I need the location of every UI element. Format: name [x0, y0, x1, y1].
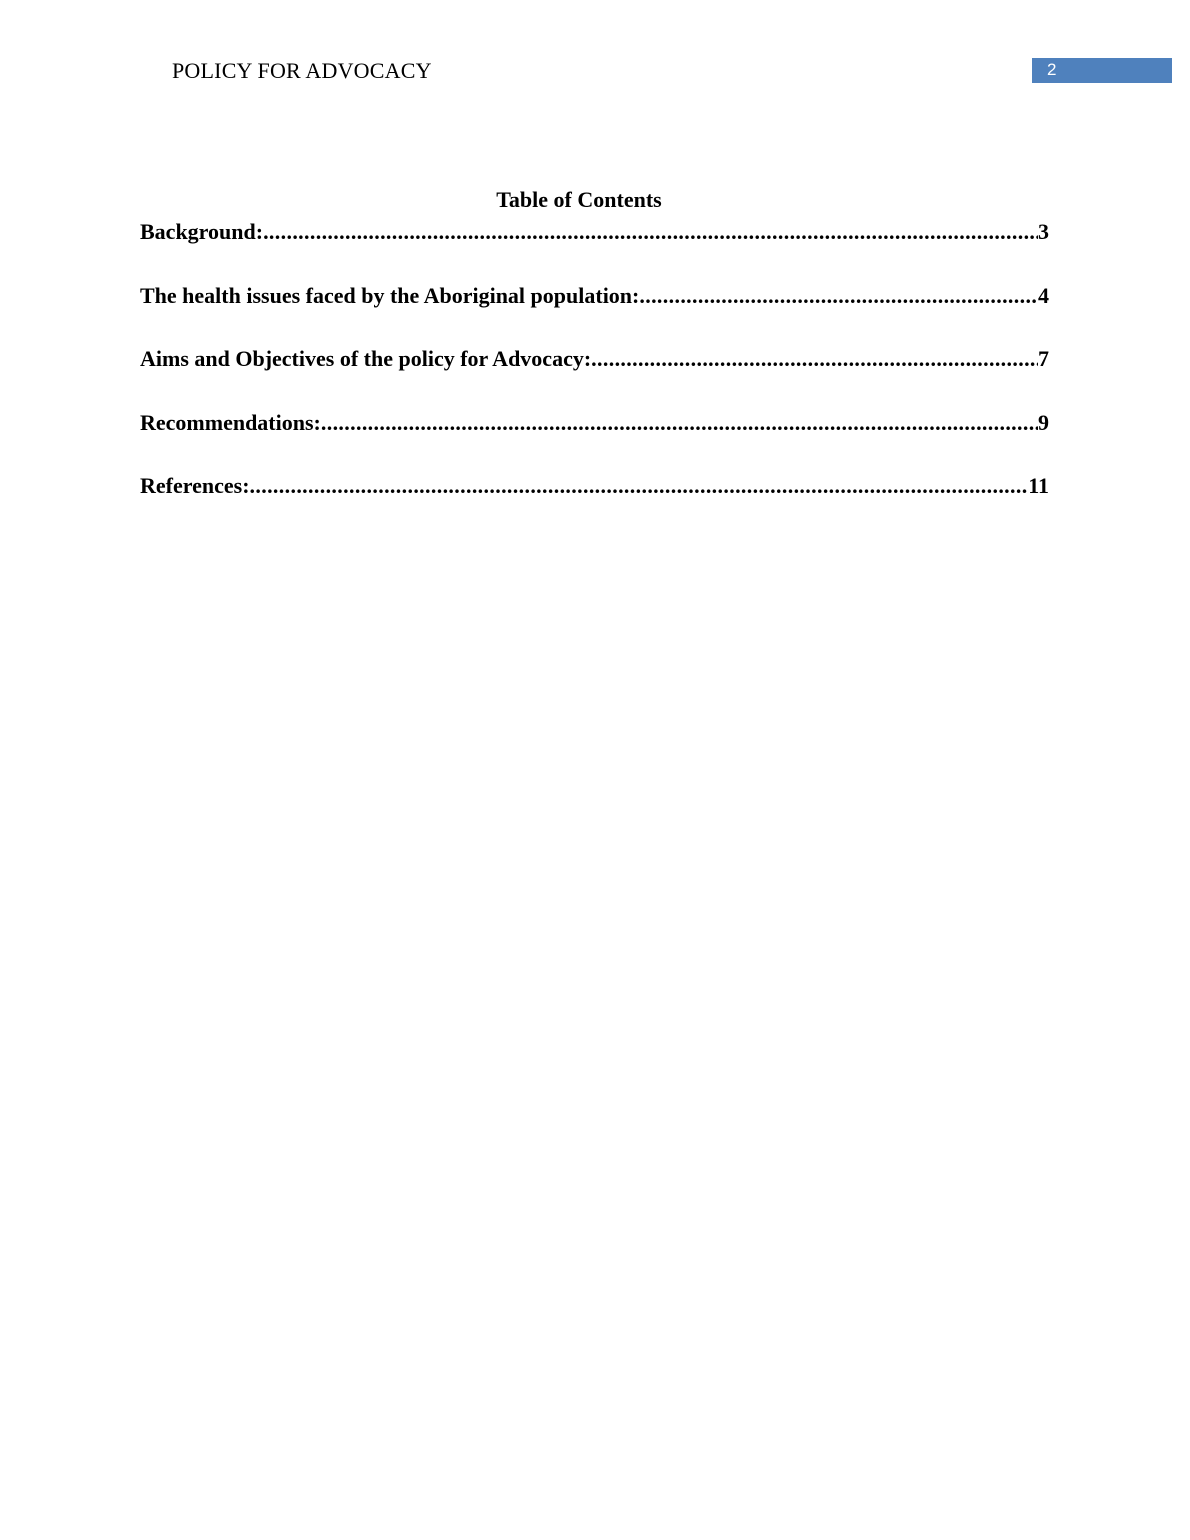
toc-entry-label: The health issues faced by the Aboriginal population: [140, 282, 640, 308]
toc-entry-page: 7 [1038, 346, 1049, 371]
toc-entry-page: 4 [1038, 282, 1049, 308]
page-number: 2 [1047, 60, 1057, 79]
toc-entry-page: 11 [1028, 473, 1049, 498]
toc-entry-background[interactable] [140, 218, 1049, 246]
toc-entry-page: 9 [1038, 409, 1049, 435]
toc-dot-leader [321, 409, 1038, 437]
toc-heading: Table of Contents [496, 187, 662, 212]
toc-dot-leader [591, 345, 1038, 373]
toc-entry-recommendations[interactable] [140, 409, 1049, 437]
toc-entry-health-issues[interactable] [140, 282, 1049, 310]
toc-entry-label: References: [140, 473, 250, 498]
toc-entry-page: 3 [1038, 219, 1049, 244]
table-of-contents [140, 218, 1049, 536]
toc-entry-label: Background: [140, 219, 264, 244]
toc-dot-leader [250, 472, 1029, 500]
toc-entry-label: Aims and Objectives of the policy for Advocacy: [140, 346, 592, 371]
toc-dot-leader [639, 282, 1038, 310]
toc-entry-references[interactable] [140, 472, 1049, 500]
running-header-title: POLICY FOR ADVOCACY [172, 58, 432, 83]
toc-entry-aims-objectives[interactable] [140, 345, 1049, 373]
page-number-badge [1032, 58, 1172, 83]
toc-entry-label: Recommendations: [140, 409, 321, 435]
toc-dot-leader [263, 218, 1038, 246]
